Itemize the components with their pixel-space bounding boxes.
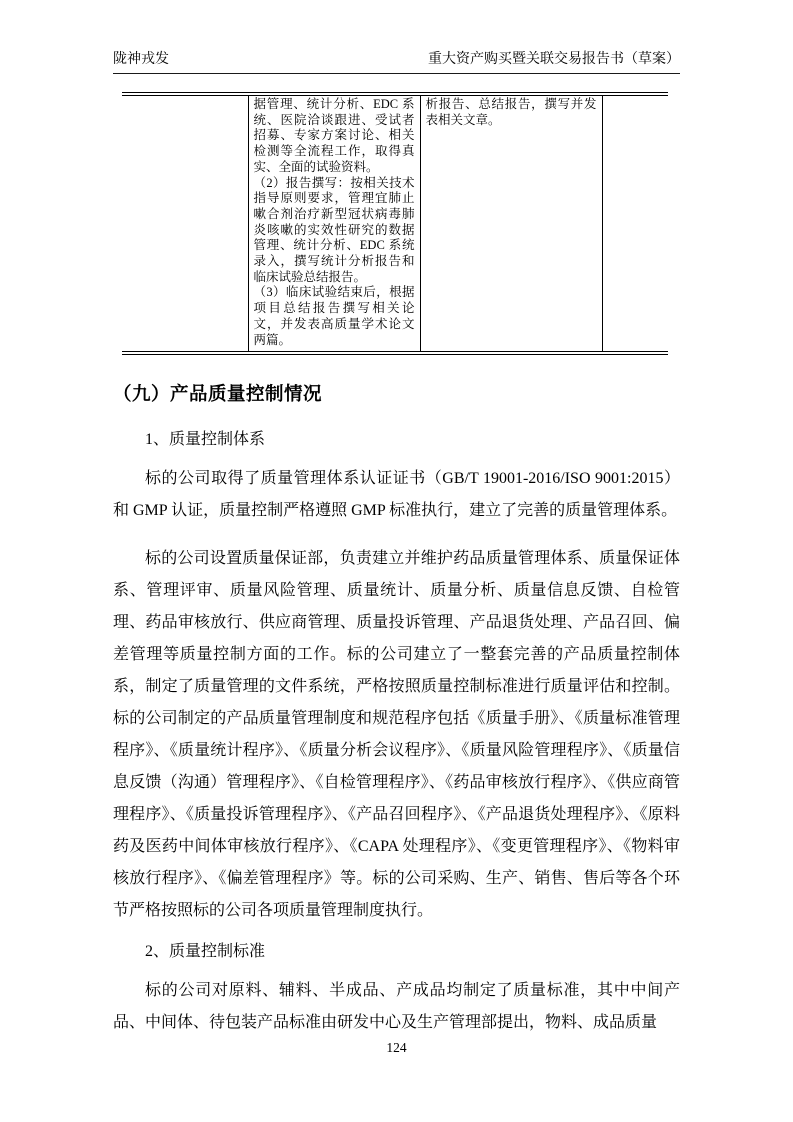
cell-paragraph: 据管理、统计分析、EDC 系统、医院洽谈跟进、受试者招募、专家方案讨论、相关检测等全流程工作，取得真实、全面的试验资料。 <box>253 97 415 174</box>
continuation-table <box>122 92 668 355</box>
table-cell-work-description <box>248 94 420 353</box>
header-report-title: 重大资产购买暨关联交易报告书（草案） <box>428 52 680 67</box>
page-header <box>113 50 680 74</box>
section-heading: （九）产品质量控制情况 <box>113 383 323 405</box>
paragraph-quality-system-cert: 标的公司取得了质量管理体系认证证书（GB/T 19001-2016/ISO 9001:2015）和 GMP 认证，质量控制严格遵照 GMP 标准执行，建立了完善的质量管理体系。 <box>113 470 680 520</box>
paragraph-quality-assurance-dept: 标的公司设置质量保证部，负责建立并维护药品质量管理体系、质量保证体系、管理评审、质量风险管理、质量统计、质量分析、质量信息反馈、自检管理、药品审核放行、供应商管理、质量投诉管理、产品退货处理、产品召回、偏差管理等质量控制方面的工作。标的公司建立了一整套完善的产品质量控制体系，制定了质量管理的文件系统，严格按照质量控制标准进行质量评估和控制。标的公司制定的产品质量管理制度和规范程序包括《质量手册》、《质量标准管理程序》、《质量统计程序》、《质量分析会议程序》、《质量风险管理程序》、《质量信息反馈（沟通）管理程序》、《自检管理程序》、《药品审核放行程序》、《供应商管理程序》、《质量投诉管理程序》、《产品召回程序》、《产品退货处理程序》、《原料药及医药中间体审核放行程序》、《CAPA 处理程序》、《变更管理程序》、《物料审核放行程序》、《偏差管理程序》等。标的公司采购、生产、销售、售后等各个环节严格按照标的公司各项质量管理制度执行。 <box>113 550 680 920</box>
table-cell-deliverables <box>420 94 602 353</box>
cell-paragraph: 析报告、总结报告，撰写并发表相关文章。 <box>425 97 597 127</box>
table-row <box>122 94 668 353</box>
cell-paragraph: （3）临床试验结束后，根据项目总结报告撰写相关论文，并发表高质量学术论文两篇。 <box>253 285 415 347</box>
paragraph-quality-standards: 标的公司对原料、辅料、半成品、产成品均制定了质量标准，其中中间产品、中间体、待包装产品标准由研发中心及生产管理部提出，物料、成品质量 <box>113 982 680 1032</box>
page-footer <box>0 1040 793 1056</box>
page-number: 124 <box>386 1040 407 1055</box>
subsection-2-heading: 2、质量控制标准 <box>145 943 266 961</box>
page-content <box>113 50 680 1039</box>
table-cell-label <box>122 94 248 353</box>
header-company-name: 陇神戎发 <box>113 52 169 67</box>
table-cell-empty <box>602 94 668 353</box>
cell-paragraph: （2）报告撰写：按相关技术指导原则要求，管理宜肺止嗽合剂治疗新型冠状病毒肺炎咳嗽的实效性研究的数据管理、统计分析、EDC 系统录入，撰写统计分析报告和临床试验总结报告。 <box>253 175 415 284</box>
subsection-1-heading: 1、质量控制体系 <box>145 431 266 449</box>
